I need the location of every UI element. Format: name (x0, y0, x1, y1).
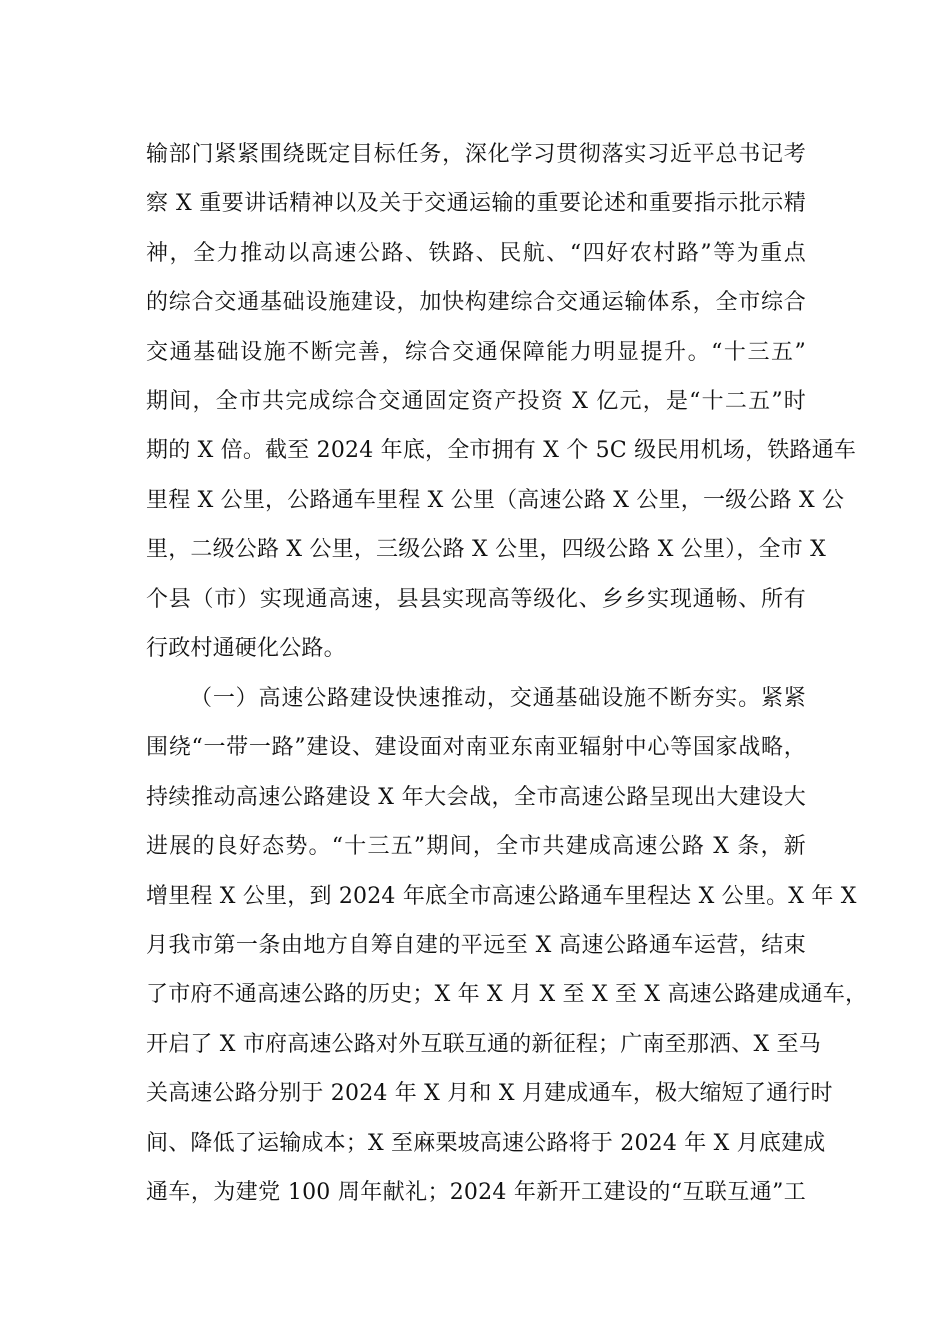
text-line: 月我市第一条由地方自筹自建的平远至 X 高速公路通车运营，结束 (146, 932, 806, 958)
text-line: 通车，为建党 100 周年献礼；2024 年新开工建设的“互联互通”工 (146, 1179, 806, 1205)
text-line: 围绕“一带一路”建设、建设面对南亚东南亚辐射中心等国家战略， (146, 735, 806, 761)
text-line: 期间，全市共完成综合交通固定资产投资 X 亿元，是“十二五”时 (146, 388, 806, 414)
text-line: 的综合交通基础设施建设，加快构建综合交通运输体系，全市综合 (146, 290, 806, 316)
text-line: 里，二级公路 X 公里，三级公路 X 公里，四级公路 X 公里），全市 X (146, 537, 827, 563)
text-line: 神，全力推动以高速公路、铁路、民航、“四好农村路”等为重点 (146, 240, 806, 266)
text-line: 行政村通硬化公路。 (146, 635, 346, 661)
text-line: 持续推动高速公路建设 X 年大会战，全市高速公路呈现出大建设大 (146, 784, 806, 810)
text-line: 期的 X 倍。截至 2024 年底，全市拥有 X 个 5C 级民用机场，铁路通车 (146, 438, 857, 464)
text-line: 间、降低了运输成本；X 至麻栗坡高速公路将于 2024 年 X 月底建成 (146, 1130, 826, 1156)
text-line: 开启了 X 市府高速公路对外互联互通的新征程；广南至那洒、X 至马 (146, 1031, 821, 1057)
paragraph-overview (146, 130, 857, 673)
text-line: 关高速公路分别于 2024 年 X 月和 X 月建成通车，极大缩短了通行时 (146, 1081, 833, 1107)
text-line: 了市府不通高速公路的历史；X 年 X 月 X 至 X 至 X 高速公路建成通车， (146, 982, 868, 1008)
text-line: 个县（市）实现通高速，县县实现高等级化、乡乡实现通畅、所有 (146, 586, 806, 612)
paragraph-expressway (146, 674, 868, 1217)
text-line: 里程 X 公里，公路通车里程 X 公里（高速公路 X 公里，一级公路 X 公 (146, 487, 845, 513)
text-line: 输部门紧紧围绕既定目标任务，深化学习贯彻落实习近平总书记考 (146, 142, 806, 167)
section-heading-line: （一）高速公路建设快速推动，交通基础设施不断夯实。紧紧 (190, 686, 806, 711)
text-line: 交通基础设施不断完善，综合交通保障能力明显提升。“十三五” (146, 339, 806, 365)
text-line: 增里程 X 公里，到 2024 年底全市高速公路通车里程达 X 公里。X 年 X (146, 883, 857, 909)
text-line: 进展的良好态势。“十三五”期间，全市共建成高速公路 X 条，新 (146, 834, 806, 860)
text-line: 察 X 重要讲话精神以及关于交通运输的重要论述和重要指示批示精 (146, 191, 806, 217)
